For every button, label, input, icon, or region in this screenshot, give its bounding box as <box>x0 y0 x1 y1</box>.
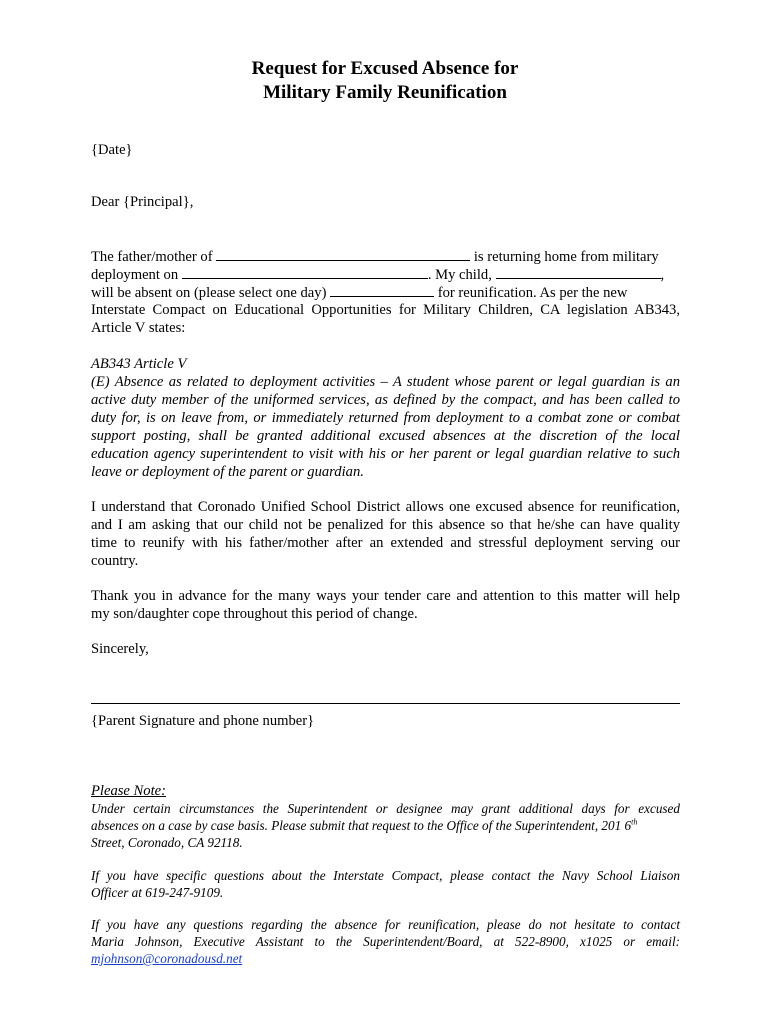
para1-line-5: Article V states: <box>91 320 186 336</box>
para2-line-2: and I am asking that our child not be penalized for this absence so that he/she can have quality <box>91 517 680 533</box>
note-p1-line-3: Street, Coronado, CA 92118. <box>91 835 243 850</box>
para1-text: , <box>660 267 665 283</box>
article-line-1: (E) Absence as related to deployment activities – A student whose parent or legal guardian is an <box>91 374 680 390</box>
para1-line-4: Interstate Compact on Educational Opportunities for Military Children, CA legislation AB343, <box>91 302 680 318</box>
ordinal-suffix: th <box>631 817 638 827</box>
para1-text: for reunification. As per the new <box>437 285 628 301</box>
note-p3-line-3 <box>91 950 680 967</box>
para2-line-1: I understand that Coronado Unified School District allows one excused absence for reunification, <box>91 499 680 515</box>
note-p3-line-2: Maria Johnson, Executive Assistant to the Superintendent/Board, at 522-8900, x1025 or email: <box>91 934 680 949</box>
deployment-date-blank[interactable] <box>182 265 428 279</box>
para3-line-2: my son/daughter cope throughout this period of change. <box>91 606 418 622</box>
note-p2-line-1: If you have specific questions about the Interstate Compact, please contact the Navy School Liaison <box>91 868 680 883</box>
note-p1-text: absences on a case by case basis. Please submit that request to the Office of the Superintendent, 201 6 <box>91 818 632 833</box>
article-line-6: leave or deployment of the parent or guardian. <box>91 464 364 480</box>
document-title-line-2: Military Family Reunification <box>263 82 507 103</box>
para1-text: is returning home from military <box>473 249 659 265</box>
para1-line-3 <box>91 283 680 302</box>
child-name-blank[interactable] <box>496 265 661 279</box>
document-title-line-1: Request for Excused Absence for <box>251 58 519 79</box>
closing: Sincerely, <box>91 641 149 657</box>
note-p1-line-2 <box>91 817 680 834</box>
salutation: Dear {Principal}, <box>91 194 194 210</box>
note-heading: Please Note: <box>91 783 166 799</box>
article-line-4: support posting, shall be granted additional excused absences at the discretion of the local <box>91 428 680 444</box>
para2-line-3: time to reunify with his father/mother after an extended and stressful deployment serving our <box>91 535 680 551</box>
note-p3-line-1: If you have any questions regarding the absence for reunification, please do not hesitate to contact <box>91 917 680 932</box>
signature-label: {Parent Signature and phone number} <box>91 713 315 729</box>
article-line-3: duty for, is on leave from, or immediately returned from deployment to a combat zone or combat <box>91 410 680 426</box>
email-link[interactable]: mjohnson@coronadousd.net <box>91 951 243 966</box>
para3-line-1: Thank you in advance for the many ways your tender care and attention to this matter will help <box>91 588 680 604</box>
para1-text: . My child, <box>427 267 492 283</box>
note-p2-line-2: Officer at 619-247-9109. <box>91 885 224 900</box>
article-heading: AB343 Article V <box>91 356 187 372</box>
absence-day-blank[interactable] <box>330 283 434 297</box>
date-placeholder: {Date} <box>91 142 133 158</box>
para1-text: will be absent on (please select one day) <box>91 285 327 301</box>
para2-line-4: country. <box>91 553 139 569</box>
signature-line[interactable] <box>91 703 680 704</box>
para1-line-1 <box>91 247 680 266</box>
para1-text: The father/mother of <box>91 249 213 265</box>
note-p1-line-1: Under certain circumstances the Superintendent or designee may grant additional days for excused <box>91 801 680 816</box>
article-line-2: active duty member of the uniformed services, as defined by the compact, and has been called to <box>91 392 680 408</box>
para1-text: deployment on <box>91 267 179 283</box>
parent-name-blank[interactable] <box>216 247 470 261</box>
para1-line-2 <box>91 265 680 284</box>
article-line-5: education agency superintendent to visit with his or her parent or legal guardian relative to such <box>91 446 680 462</box>
